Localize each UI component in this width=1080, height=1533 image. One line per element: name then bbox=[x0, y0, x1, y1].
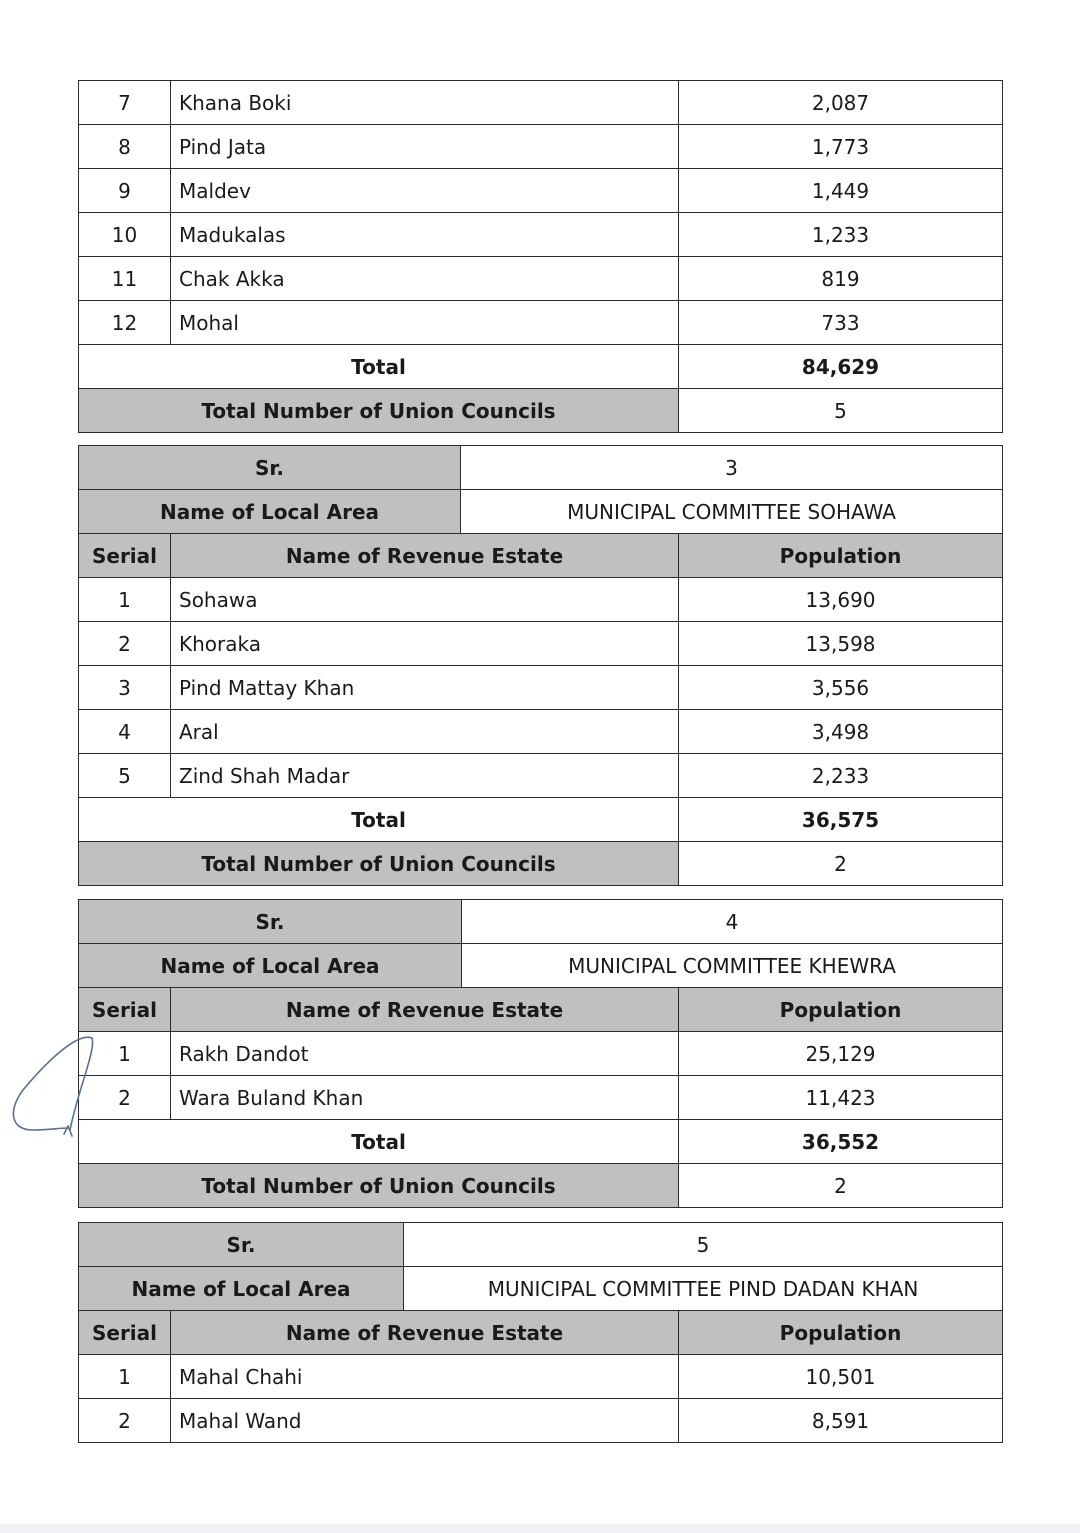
sr-label: Sr. bbox=[79, 900, 462, 944]
sr-row bbox=[79, 1223, 1003, 1267]
estate-name-cell: Mahal Wand bbox=[171, 1399, 679, 1443]
population-cell: 1,449 bbox=[679, 169, 1003, 213]
revenue-estate-header: Name of Revenue Estate bbox=[171, 1311, 679, 1355]
union-councils-row bbox=[79, 842, 1003, 886]
estate-name-cell: Aral bbox=[171, 710, 679, 754]
sr-value: 3 bbox=[461, 446, 1003, 490]
table-row bbox=[79, 213, 1003, 257]
sr-value: 4 bbox=[462, 900, 1003, 944]
population-cell: 3,498 bbox=[679, 710, 1003, 754]
total-row bbox=[79, 345, 1003, 389]
population-cell: 11,423 bbox=[679, 1076, 1003, 1120]
serial-cell: 8 bbox=[79, 125, 171, 169]
estate-name-cell: Pind Jata bbox=[171, 125, 679, 169]
serial-cell: 4 bbox=[79, 710, 171, 754]
total-value: 36,552 bbox=[679, 1120, 1003, 1164]
estate-table-continued bbox=[78, 80, 1003, 433]
serial-cell: 1 bbox=[79, 1355, 171, 1399]
table-row bbox=[79, 257, 1003, 301]
sr-value: 5 bbox=[404, 1223, 1003, 1267]
total-value: 84,629 bbox=[679, 345, 1003, 389]
estate-name-cell: Chak Akka bbox=[171, 257, 679, 301]
estate-name-cell: Wara Buland Khan bbox=[171, 1076, 679, 1120]
sr-label: Sr. bbox=[79, 446, 461, 490]
table-row bbox=[79, 301, 1003, 345]
serial-header: Serial bbox=[79, 1311, 171, 1355]
total-row bbox=[79, 798, 1003, 842]
total-row bbox=[79, 1120, 1003, 1164]
local-area-row bbox=[79, 1267, 1003, 1311]
local-area-row bbox=[79, 490, 1003, 534]
local-area-label: Name of Local Area bbox=[79, 1267, 404, 1311]
table-row bbox=[79, 1355, 1003, 1399]
handwritten-initial-mark bbox=[8, 1030, 98, 1145]
serial-cell: 1 bbox=[79, 578, 171, 622]
union-councils-row bbox=[79, 389, 1003, 433]
population-cell: 25,129 bbox=[679, 1032, 1003, 1076]
table-row bbox=[79, 622, 1003, 666]
serial-cell: 11 bbox=[79, 257, 171, 301]
estate-name-cell: Zind Shah Madar bbox=[171, 754, 679, 798]
serial-cell: 2 bbox=[79, 622, 171, 666]
union-councils-label: Total Number of Union Councils bbox=[79, 842, 679, 886]
union-councils-value: 2 bbox=[679, 1164, 1003, 1208]
local-area-label: Name of Local Area bbox=[79, 490, 461, 534]
population-header: Population bbox=[679, 988, 1003, 1032]
serial-cell: 12 bbox=[79, 301, 171, 345]
estate-name-cell: Mahal Chahi bbox=[171, 1355, 679, 1399]
total-value: 36,575 bbox=[679, 798, 1003, 842]
serial-header: Serial bbox=[79, 534, 171, 578]
revenue-estate-header: Name of Revenue Estate bbox=[171, 988, 679, 1032]
serial-cell: 2 bbox=[79, 1399, 171, 1443]
estate-name-cell: Maldev bbox=[171, 169, 679, 213]
table-row bbox=[79, 1076, 1003, 1120]
serial-cell: 9 bbox=[79, 169, 171, 213]
population-cell: 10,501 bbox=[679, 1355, 1003, 1399]
population-cell: 2,087 bbox=[679, 81, 1003, 125]
serial-cell: 1 bbox=[79, 1032, 171, 1076]
population-cell: 1,233 bbox=[679, 213, 1003, 257]
local-area-value: MUNICIPAL COMMITTEE PIND DADAN KHAN bbox=[404, 1267, 1003, 1311]
local-area-table-sohawa bbox=[78, 445, 1003, 886]
total-label: Total bbox=[79, 798, 679, 842]
local-area-value: MUNICIPAL COMMITTEE SOHAWA bbox=[461, 490, 1003, 534]
revenue-estate-header: Name of Revenue Estate bbox=[171, 534, 679, 578]
local-area-table-khewra bbox=[78, 899, 1003, 1208]
table-row bbox=[79, 578, 1003, 622]
table-row bbox=[79, 81, 1003, 125]
serial-cell: 5 bbox=[79, 754, 171, 798]
union-councils-label: Total Number of Union Councils bbox=[79, 1164, 679, 1208]
population-cell: 1,773 bbox=[679, 125, 1003, 169]
serial-cell: 10 bbox=[79, 213, 171, 257]
local-area-label: Name of Local Area bbox=[79, 944, 462, 988]
column-header-row bbox=[79, 534, 1003, 578]
table-row bbox=[79, 710, 1003, 754]
table-row bbox=[79, 125, 1003, 169]
total-label: Total bbox=[79, 1120, 679, 1164]
table-row bbox=[79, 754, 1003, 798]
population-header: Population bbox=[679, 1311, 1003, 1355]
serial-cell: 7 bbox=[79, 81, 171, 125]
estate-name-cell: Sohawa bbox=[171, 578, 679, 622]
estate-name-cell: Mohal bbox=[171, 301, 679, 345]
population-cell: 8,591 bbox=[679, 1399, 1003, 1443]
population-cell: 733 bbox=[679, 301, 1003, 345]
page-bottom-band bbox=[0, 1524, 1080, 1533]
population-cell: 13,690 bbox=[679, 578, 1003, 622]
table-row bbox=[79, 169, 1003, 213]
union-councils-value: 5 bbox=[679, 389, 1003, 433]
estate-name-cell: Rakh Dandot bbox=[171, 1032, 679, 1076]
serial-header: Serial bbox=[79, 988, 171, 1032]
local-area-table-pind-dadan-khan bbox=[78, 1222, 1003, 1443]
population-cell: 2,233 bbox=[679, 754, 1003, 798]
population-header: Population bbox=[679, 534, 1003, 578]
sr-label: Sr. bbox=[79, 1223, 404, 1267]
population-cell: 13,598 bbox=[679, 622, 1003, 666]
estate-name-cell: Pind Mattay Khan bbox=[171, 666, 679, 710]
sr-row bbox=[79, 900, 1003, 944]
serial-cell: 2 bbox=[79, 1076, 171, 1120]
column-header-row bbox=[79, 1311, 1003, 1355]
population-cell: 3,556 bbox=[679, 666, 1003, 710]
local-area-value: MUNICIPAL COMMITTEE KHEWRA bbox=[462, 944, 1003, 988]
local-area-row bbox=[79, 944, 1003, 988]
union-councils-row bbox=[79, 1164, 1003, 1208]
sr-row bbox=[79, 446, 1003, 490]
population-cell: 819 bbox=[679, 257, 1003, 301]
estate-name-cell: Khana Boki bbox=[171, 81, 679, 125]
table-row bbox=[79, 666, 1003, 710]
estate-name-cell: Khoraka bbox=[171, 622, 679, 666]
serial-cell: 3 bbox=[79, 666, 171, 710]
total-label: Total bbox=[79, 345, 679, 389]
union-councils-label: Total Number of Union Councils bbox=[79, 389, 679, 433]
estate-name-cell: Madukalas bbox=[171, 213, 679, 257]
union-councils-value: 2 bbox=[679, 842, 1003, 886]
column-header-row bbox=[79, 988, 1003, 1032]
table-row bbox=[79, 1399, 1003, 1443]
table-row bbox=[79, 1032, 1003, 1076]
